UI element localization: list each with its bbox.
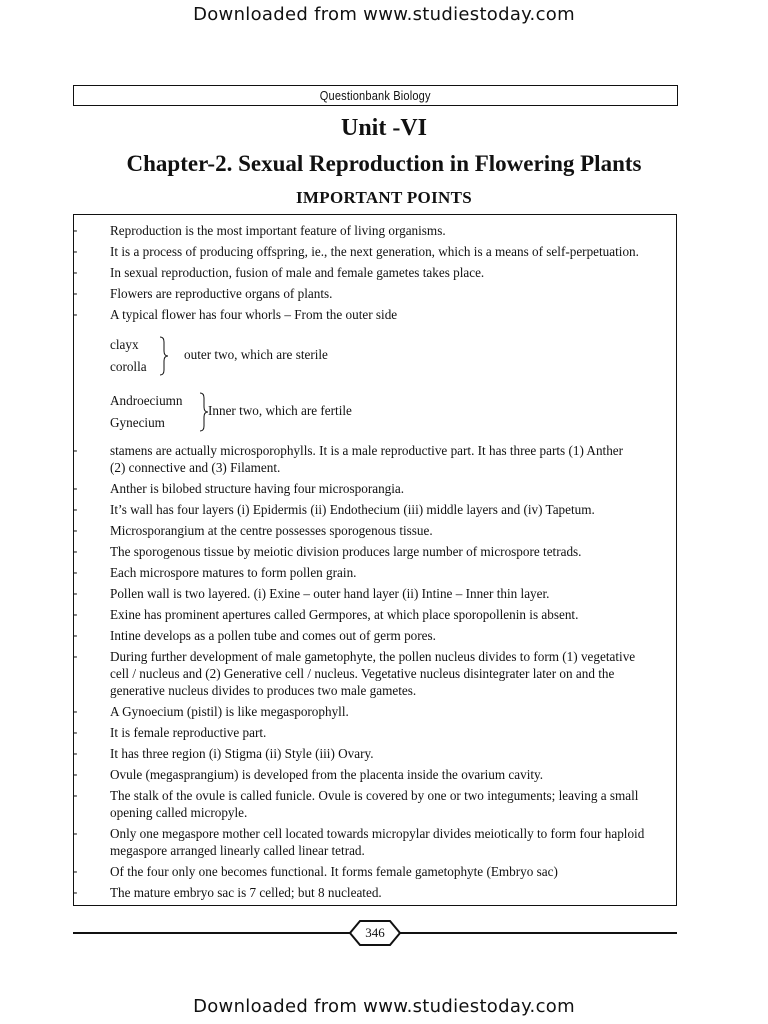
footer-rule-left [73,932,351,934]
bullet-marker: - [73,306,78,321]
download-banner-bottom: Downloaded from www.studiestoday.com [193,996,575,1017]
bullet-marker: - [73,480,78,495]
list-item-text: The mature embryo sac is 7 celled; but 8 nucleated. [110,885,382,900]
bullet-marker: - [73,606,78,621]
page-number-badge [348,919,402,947]
whorl-label: Gynecium [110,415,165,430]
page-number: 346 [365,925,385,940]
running-header [73,85,678,106]
list-item-text: stamens are actually microsporophylls. It is a male reproductive part. It has three parts (1) Anther [110,443,624,458]
whorl-note: Inner two, which are fertile [208,403,352,418]
bullet-marker: - [73,522,78,537]
bullet-marker: - [73,501,78,516]
list-item-text: It is a process of producing offspring, ie., the next generation, which is a means of self-perpetuation. [110,244,639,259]
list-item-text: Reproduction is the most important feature of living organisms. [110,223,446,238]
bullet-marker: - [73,543,78,558]
curly-brace-icon [158,336,170,376]
list-item-text: Of the four only one becomes functional. It forms female gametophyte (Embryo sac) [110,864,558,879]
list-item-text: It is female reproductive part. [110,725,267,740]
list-item-text: (2) connective and (3) Filament. [110,460,281,475]
whorl-label: Androeciumn [110,393,183,408]
list-item-text: Microsporangium at the centre possesses sporogenous tissue. [110,523,433,538]
list-item-text: During further development of male gametophyte, the pollen nucleus divides to form (1) vegetative [110,649,636,664]
bullet-marker: - [73,766,78,781]
bullet-marker: - [73,825,78,840]
list-item-text: A typical flower has four whorls – From the outer side [110,307,398,322]
running-header-text: Questionbank Biology [320,88,431,103]
download-banner-top: Downloaded from www.studiestoday.com [193,4,575,25]
list-item-text: Anther is bilobed structure having four microsporangia. [110,481,405,496]
chapter-title: Chapter-2. Sexual Reproduction in Flowering Plants [126,151,642,176]
list-item-text: opening called micropyle. [110,805,248,820]
bullet-marker: - [73,787,78,802]
bullet-marker: - [73,884,78,899]
list-item-text: Pollen wall is two layered. (i) Exine – outer hand layer (ii) Intine – Inner thin layer. [110,586,550,601]
list-item-text: Only one megaspore mother cell located towards micropylar divides meiotically to form four haploid [110,826,645,841]
section-heading: IMPORTANT POINTS [296,188,472,207]
unit-title: Unit -VI [340,115,427,141]
bullet-marker: - [73,564,78,579]
bullet-marker: - [73,648,78,663]
whorl-note: outer two, which are sterile [184,347,328,362]
list-item-text: generative nucleus divides to produces two male gametes. [110,683,417,698]
bullet-marker: - [73,724,78,739]
footer-rule-right [398,932,677,934]
bullet-marker: - [73,222,78,237]
list-item-text: megaspore arranged linearly called linear tetrad. [110,843,365,858]
list-item-text: The sporogenous tissue by meiotic division produces large number of microspore tetrads. [110,544,582,559]
list-item-text: A Gynoecium (pistil) is like megasporophyll. [110,704,349,719]
bullet-marker: - [73,703,78,718]
bullet-marker: - [73,264,78,279]
list-item-text: It’s wall has four layers (i) Epidermis (ii) Endothecium (iii) middle layers and (iv) Tapetum. [110,502,595,517]
bullet-marker: - [73,285,78,300]
list-item-text: Each microspore matures to form pollen grain. [110,565,357,580]
list-item-text: It has three region (i) Stigma (ii) Style (iii) Ovary. [110,746,374,761]
bullet-marker: - [73,745,78,760]
list-item-text: cell / nucleus and (2) Generative cell / nucleus. Vegetative nucleus disintegrater later on and the [110,666,615,681]
bullet-marker: - [73,585,78,600]
whorl-label: clayx [110,337,139,352]
bullet-marker: - [73,243,78,258]
list-item-text: Intine develops as a pollen tube and comes out of germ pores. [110,628,436,643]
bullet-marker: - [73,863,78,878]
list-item-text: In sexual reproduction, fusion of male and female gametes takes place. [110,265,485,280]
list-item-text: The stalk of the ovule is called funicle. Ovule is covered by one or two integuments; leaving a small [110,788,639,803]
list-item-text: Ovule (megasprangium) is developed from the placenta inside the ovarium cavity. [110,767,544,782]
bullet-marker: - [73,627,78,642]
whorl-label: corolla [110,359,147,374]
bullet-marker: - [73,442,78,457]
list-item-text: Flowers are reproductive organs of plants. [110,286,333,301]
list-item-text: Exine has prominent apertures called Germpores, at which place sporopollenin is absent. [110,607,579,622]
